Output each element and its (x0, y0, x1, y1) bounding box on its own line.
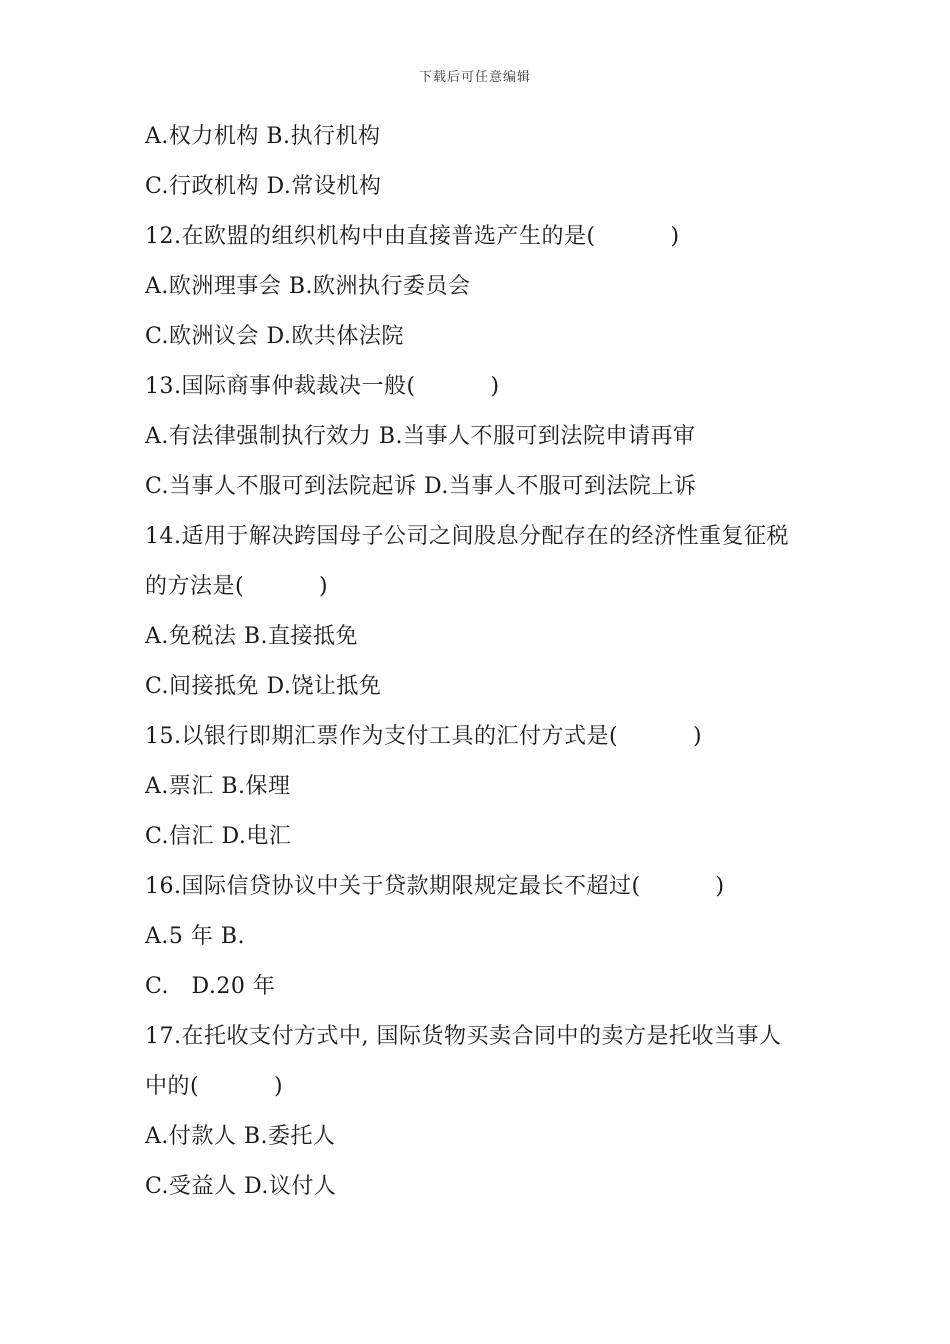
option-line-13cd: C.当事人不服可到法院起诉 D.当事人不服可到法院上诉 (145, 474, 697, 499)
question-14-part2: 的方法是( ) (145, 574, 329, 599)
question-content (145, 112, 825, 1212)
option-line-15ab: A.票汇 B.保理 (145, 774, 291, 799)
option-line-12cd: C.欧洲议会 D.欧共体法院 (145, 324, 404, 349)
question-15: 15.以银行即期汇票作为支付工具的汇付方式是( ) (145, 724, 703, 749)
question-14-part1: 14.适用于解决跨国母子公司之间股息分配存在的经济性重复征税 (145, 524, 789, 549)
option-line-16cd: C. D.20 年 (145, 974, 276, 999)
option-line-16ab: A.5 年 B. (145, 924, 246, 949)
question-13: 13.国际商事仲裁裁决一般( ) (145, 374, 500, 399)
question-17-part1: 17.在托收支付方式中, 国际货物买卖合同中的卖方是托收当事人 (145, 1024, 782, 1049)
page-header: 下载后可任意编辑 (418, 70, 531, 85)
option-line-17cd: C.受益人 D.议付人 (145, 1174, 337, 1199)
option-line-11cd: C.行政机构 D.常设机构 (145, 174, 382, 199)
question-17-part2: 中的( ) (145, 1074, 284, 1099)
option-line-13ab: A.有法律强制执行效力 B.当事人不服可到法院申请再审 (145, 424, 696, 449)
option-line-15cd: C.信汇 D.电汇 (145, 824, 292, 849)
option-line-14ab: A.免税法 B.直接抵免 (145, 624, 359, 649)
question-12: 12.在欧盟的组织机构中由直接普选产生的是( ) (145, 224, 680, 249)
option-line-11ab: A.权力机构 B.执行机构 (145, 124, 381, 149)
option-line-17ab: A.付款人 B.委托人 (145, 1124, 336, 1149)
question-16: 16.国际信贷协议中关于贷款期限规定最长不超过( ) (145, 874, 725, 899)
option-line-14cd: C.间接抵免 D.饶让抵免 (145, 674, 382, 699)
option-line-12ab: A.欧洲理事会 B.欧洲执行委员会 (145, 274, 471, 299)
